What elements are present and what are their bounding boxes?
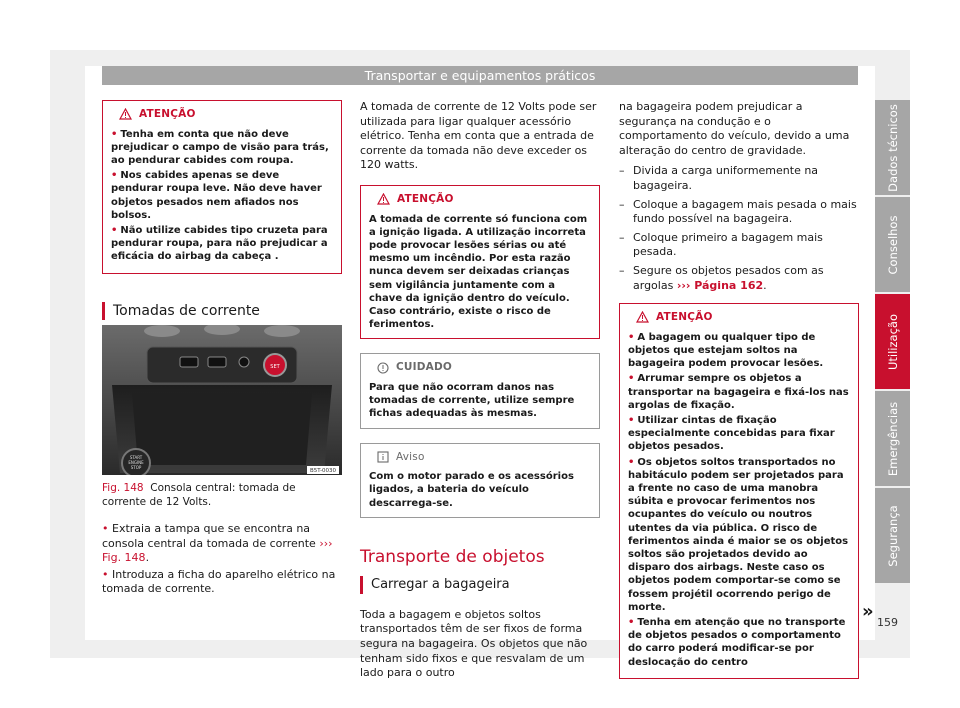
paragraph: na bagageira podem prejudicar a segurança na condução e o comportamento do veículo, devido a uma alteração do centro de gravidade.: [619, 100, 850, 157]
caution-box: [360, 353, 600, 428]
list-item: • Nos cabides apenas se deve pendurar roupa leve. Não deve haver objetos pesados nem afiados nos bolsos.: [111, 170, 322, 221]
continue-arrow-icon: »: [862, 601, 874, 622]
warning-title: ATENÇÃO: [139, 108, 196, 120]
tab-conselhos[interactable]: [875, 197, 910, 292]
tab-label: Emergências: [885, 401, 900, 476]
tab-label: Conselhos: [885, 215, 900, 274]
list-item: • Tenha em conta que não deve prejudicar o campo de visão para trás, ao pendurar cabides com roupa.: [111, 128, 329, 166]
warning-box: [619, 303, 859, 679]
list-item: • Introduza a ficha do aparelho elétrico na tomada de corrente.: [102, 567, 336, 596]
section-title: Tomadas de corrente: [102, 302, 342, 320]
tab-label: Utilização: [885, 313, 900, 370]
paragraph: Toda a bagagem e objetos soltos transportados têm de ser fixos de forma segura na bagageira. Os objetos que não tenham sido fixos e que resvalam de um lado para o outro: [360, 607, 588, 680]
list-item: • Arrumar sempre os objetos a transportar na bagageira e fixá-los nas argolas de fixação.: [628, 373, 849, 411]
tab-label: Segurança: [885, 504, 900, 567]
warning-triangle-icon: [377, 193, 390, 205]
chapter-title: Transporte de objetos: [360, 546, 545, 567]
tab-emergencias[interactable]: [875, 391, 910, 486]
warning-header: [111, 107, 333, 122]
note-text: Com o motor parado e os acessórios ligados, a bateria do veículo descarrega-se.: [369, 471, 574, 509]
warning-header: [369, 192, 591, 207]
list-item: • Não utilize cabides tipo cruzeta para pendurar roupa, para não prejudicar a eficácia do airbag da cabeça .: [111, 225, 328, 263]
warning-header: [628, 310, 850, 325]
note-header: [369, 450, 591, 465]
svg-text:ENGINE: ENGINE: [128, 460, 144, 465]
svg-text:STOP: STOP: [130, 465, 142, 470]
set-button-label: SET: [270, 364, 280, 370]
list-item: – Coloque primeiro a bagagem mais pesada.: [619, 230, 823, 259]
warning-triangle-icon: [636, 311, 649, 323]
info-icon: [377, 451, 389, 463]
note-title: Aviso: [396, 450, 425, 463]
warning-text: A tomada de corrente só funciona com a ignição ligada. A utilização incorreta pode provocar lesões sérias ou até mesmo um incêndio. Por esta razão nunca devem ser deixadas crianças sem vigilância juntamente com a chave da ignição dentro do veículo. Caso contrário, existe o risco de ferimentos.: [369, 213, 588, 331]
warning-box: [360, 185, 600, 339]
page-header: [102, 66, 858, 85]
tab-dados-tecnicos[interactable]: [875, 100, 910, 195]
list-item: • A bagagem ou qualquer tipo de objetos que estejam soltos na bagageira podem provocar lesões.: [628, 331, 824, 370]
page-reference-link[interactable]: ››› Página 162: [676, 278, 764, 292]
caution-text: Para que não ocorram danos nas tomadas de corrente, utilize sempre fichas adequadas às mesmas.: [369, 381, 575, 420]
list-item: – Segure os objetos pesados com as argolas ››› Página 162.: [619, 263, 824, 292]
warning-list: [111, 128, 333, 264]
warning-box: [102, 100, 342, 274]
list-item: • Os objetos soltos transportados no habitáculo podem ser projetados para a frente no caso de uma manobra súbita e provocar ferimentos nos ocupantes do veículo ou noutros utentes da via pública. O risco de ferimentos ainda é maior se os objetos soltos são projetados devido ao disparo dos airbags. Neste caso os objetos podem comportar-se como se fossem projétil ocorrendo perigo de morte.: [628, 456, 849, 613]
caution-title: CUIDADO: [396, 361, 453, 374]
figure-reference-link[interactable]: ››› Fig. 148: [102, 536, 333, 565]
list-item: • Tenha em atenção que no transporte de objetos pesados o comportamento do carro poderá modificar-se por deslocação do centro: [628, 616, 846, 668]
tab-label: Dados técnicos: [885, 103, 900, 192]
warning-title: ATENÇÃO: [397, 192, 454, 205]
figure-caption: [102, 481, 342, 509]
tab-seguranca[interactable]: [875, 488, 910, 583]
caption-label: Fig. 148: [102, 482, 144, 494]
page-number: 159: [877, 616, 898, 629]
column-2: [360, 100, 600, 681]
dash-list: [619, 164, 859, 293]
column-3: [619, 100, 859, 679]
warning-list: [628, 331, 850, 669]
note-box: [360, 443, 600, 518]
warning-title: ATENÇÃO: [656, 311, 713, 324]
tab-utilizacao[interactable]: [875, 294, 910, 389]
list-item: • Utilizar cintas de fixação especialmente concebidas para fixar objetos pesados.: [628, 414, 835, 453]
svg-text:START: START: [129, 455, 143, 460]
caution-icon: [377, 362, 389, 374]
list-item: • Extraia a tampa que se encontra na consola central da tomada de corrente ››› Fig. 148.: [102, 522, 333, 565]
caption-text: Consola central: tomada de corrente de 12 Volts.: [102, 482, 296, 508]
console-illustration: [102, 325, 342, 475]
list-item: – Coloque a bagagem mais pesada o mais fundo possível na bagageira.: [619, 197, 857, 226]
warning-triangle-icon: [119, 108, 132, 120]
figure-center-console: [102, 325, 342, 475]
figure-code: B5T-0030: [309, 468, 337, 474]
caution-header: [369, 360, 591, 375]
header-title: Transportar e equipamentos práticos: [364, 68, 596, 83]
paragraph: A tomada de corrente de 12 Volts pode ser utilizada para ligar qualquer acessório elétrico. Tenha em conta que a entrada de corrente da tomada não deve exceder os 120 watts.: [360, 100, 597, 172]
column-1: [102, 100, 342, 320]
subsection-title: Carregar a bagageira: [360, 576, 600, 594]
list-item: – Divida a carga uniformemente na bagageira.: [619, 164, 819, 192]
column-1-steps: [102, 522, 342, 597]
